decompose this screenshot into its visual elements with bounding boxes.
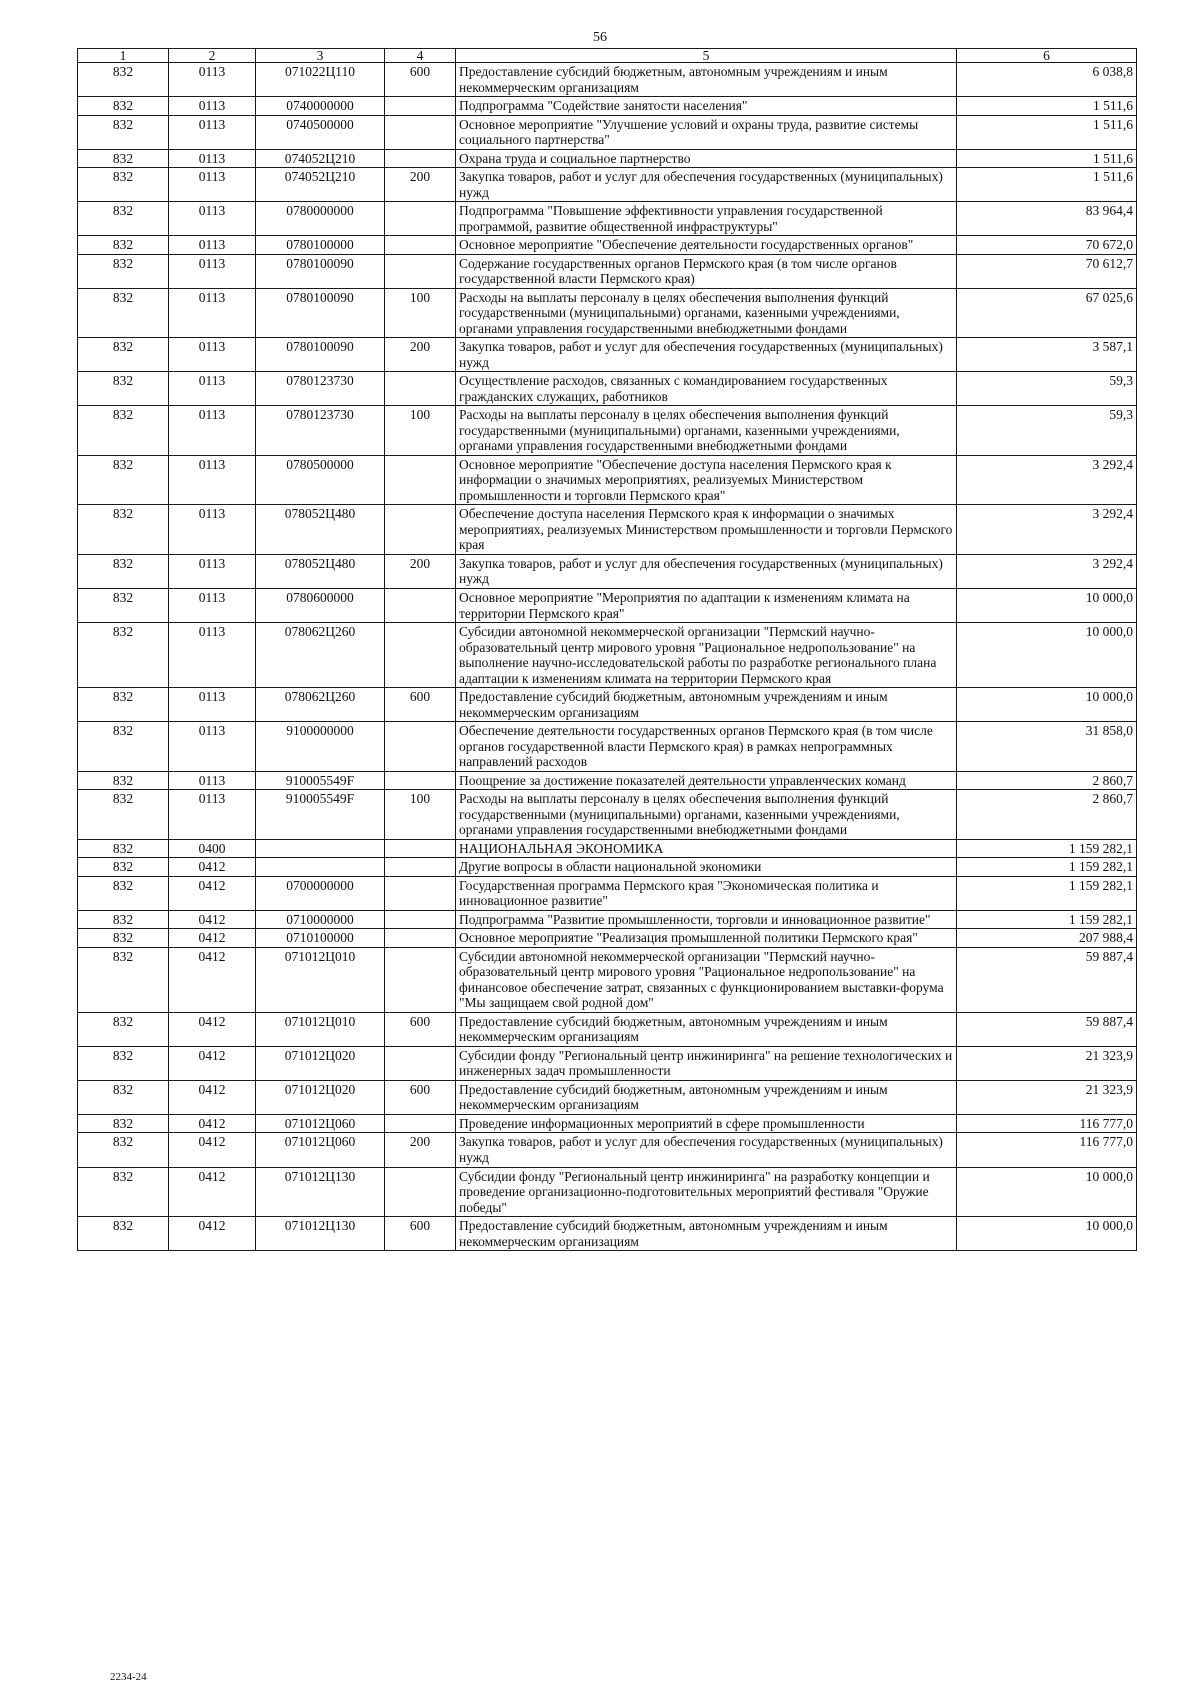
section-code-cell: 0113 — [169, 688, 256, 722]
amount-cell: 10 000,0 — [957, 1167, 1137, 1217]
description-cell: Закупка товаров, работ и услуг для обеспечения государственных (муниципальных) нужд — [456, 338, 957, 372]
description-cell: Закупка товаров, работ и услуг для обеспечения государственных (муниципальных) нужд — [456, 554, 957, 588]
description-cell: Предоставление субсидий бюджетным, автономным учреждениям и иным некоммерческим организациям — [456, 1080, 957, 1114]
ministry-code-cell: 832 — [78, 1217, 169, 1251]
target-article-cell: 910005549F — [256, 771, 385, 790]
description-cell: Основное мероприятие "Обеспечение деятельности государственных органов" — [456, 236, 957, 255]
description-cell: Предоставление субсидий бюджетным, автономным учреждениям и иным некоммерческим организациям — [456, 63, 957, 97]
description-cell: Основное мероприятие "Обеспечение доступа населения Пермского края к информации о значимых мероприятиях, реализуемых Министерством промышленности и торговли Пермского края" — [456, 455, 957, 505]
table-row — [78, 1012, 1137, 1046]
expense-type-cell — [385, 236, 456, 255]
table-row — [78, 910, 1137, 929]
table-row — [78, 790, 1137, 840]
section-code-cell: 0113 — [169, 588, 256, 622]
amount-cell: 1 159 282,1 — [957, 858, 1137, 877]
target-article-cell: 074052Ц210 — [256, 168, 385, 202]
target-article-cell: 071022Ц110 — [256, 63, 385, 97]
expense-type-cell: 600 — [385, 688, 456, 722]
table-row — [78, 63, 1137, 97]
table-body — [78, 63, 1137, 1251]
table-row — [78, 97, 1137, 116]
target-article-cell: 0710100000 — [256, 929, 385, 948]
expense-type-cell: 200 — [385, 554, 456, 588]
amount-cell: 1 511,6 — [957, 149, 1137, 168]
expense-type-cell — [385, 1114, 456, 1133]
section-code-cell: 0113 — [169, 455, 256, 505]
section-code-cell: 0113 — [169, 115, 256, 149]
target-article-cell: 078052Ц480 — [256, 505, 385, 555]
ministry-code-cell: 832 — [78, 623, 169, 688]
section-code-cell: 0412 — [169, 929, 256, 948]
ministry-code-cell: 832 — [78, 910, 169, 929]
description-cell: Предоставление субсидий бюджетным, автономным учреждениям и иным некоммерческим организациям — [456, 1217, 957, 1251]
expense-type-cell — [385, 876, 456, 910]
table-row — [78, 1114, 1137, 1133]
target-article-cell: 074052Ц210 — [256, 149, 385, 168]
expense-type-cell: 600 — [385, 1080, 456, 1114]
section-code-cell: 0400 — [169, 839, 256, 858]
page-number: 56 — [593, 30, 607, 45]
target-article-cell: 0740000000 — [256, 97, 385, 116]
section-code-cell: 0113 — [169, 288, 256, 338]
ministry-code-cell: 832 — [78, 771, 169, 790]
expense-type-cell — [385, 505, 456, 555]
target-article-cell: 0780000000 — [256, 202, 385, 236]
ministry-code-cell: 832 — [78, 1133, 169, 1167]
target-article-cell: 071012Ц010 — [256, 947, 385, 1012]
amount-cell: 207 988,4 — [957, 929, 1137, 948]
target-article-cell: 0780100000 — [256, 236, 385, 255]
description-cell: Основное мероприятие "Реализация промышленной политики Пермского края" — [456, 929, 957, 948]
table-row — [78, 168, 1137, 202]
ministry-code-cell: 832 — [78, 254, 169, 288]
description-cell: Проведение информационных мероприятий в сфере промышленности — [456, 1114, 957, 1133]
amount-cell: 10 000,0 — [957, 688, 1137, 722]
section-code-cell: 0113 — [169, 338, 256, 372]
description-cell: Обеспечение доступа населения Пермского края к информации о значимых мероприятиях, реализуемых Министерством промышленности и торговли Пермского края — [456, 505, 957, 555]
amount-cell: 3 292,4 — [957, 554, 1137, 588]
section-code-cell: 0113 — [169, 406, 256, 456]
description-cell: Закупка товаров, работ и услуг для обеспечения государственных (муниципальных) нужд — [456, 168, 957, 202]
table-row — [78, 406, 1137, 456]
section-code-cell: 0113 — [169, 372, 256, 406]
section-code-cell: 0113 — [169, 790, 256, 840]
table-row — [78, 554, 1137, 588]
amount-cell: 59,3 — [957, 372, 1137, 406]
target-article-cell: 0780500000 — [256, 455, 385, 505]
amount-cell: 6 038,8 — [957, 63, 1137, 97]
amount-cell: 21 323,9 — [957, 1046, 1137, 1080]
amount-cell: 70 612,7 — [957, 254, 1137, 288]
target-article-cell: 078062Ц260 — [256, 623, 385, 688]
expense-type-cell: 100 — [385, 790, 456, 840]
description-cell: Охрана труда и социальное партнерство — [456, 149, 957, 168]
section-code-cell: 0412 — [169, 1167, 256, 1217]
description-cell: Субсидии автономной некоммерческой организации "Пермский научно-образовательный центр мирового уровня "Рациональное недропользование" на выполнение научно-исследовательской работы по разработке регионального плана адаптации к изменениям климата на территории Пермского края — [456, 623, 957, 688]
ministry-code-cell: 832 — [78, 588, 169, 622]
amount-cell: 116 777,0 — [957, 1114, 1137, 1133]
document-code: 2234-24 — [110, 1671, 147, 1683]
header-cell: 2 — [169, 49, 256, 63]
expense-type-cell — [385, 858, 456, 877]
section-code-cell: 0113 — [169, 168, 256, 202]
target-article-cell: 071012Ц130 — [256, 1167, 385, 1217]
section-code-cell: 0412 — [169, 1217, 256, 1251]
expense-type-cell: 200 — [385, 168, 456, 202]
budget-table — [77, 48, 1137, 1251]
ministry-code-cell: 832 — [78, 455, 169, 505]
target-article-cell: 071012Ц060 — [256, 1114, 385, 1133]
expense-type-cell — [385, 149, 456, 168]
table-row — [78, 1046, 1137, 1080]
ministry-code-cell: 832 — [78, 236, 169, 255]
description-cell: Поощрение за достижение показателей деятельности управленческих команд — [456, 771, 957, 790]
amount-cell: 1 159 282,1 — [957, 839, 1137, 858]
ministry-code-cell: 832 — [78, 149, 169, 168]
section-code-cell: 0113 — [169, 236, 256, 255]
ministry-code-cell: 832 — [78, 372, 169, 406]
description-cell: Расходы на выплаты персоналу в целях обеспечения выполнения функций государственными (муниципальными) органами, казенными учреждениями, органами управления государственными внебюджетными фондами — [456, 406, 957, 456]
description-cell: Субсидии фонду "Региональный центр инжиниринга" на разработку концепции и проведение организационно-подготовительных мероприятий фестиваля "Оружие победы" — [456, 1167, 957, 1217]
target-article-cell: 078052Ц480 — [256, 554, 385, 588]
target-article-cell: 071012Ц130 — [256, 1217, 385, 1251]
target-article-cell — [256, 839, 385, 858]
target-article-cell: 0700000000 — [256, 876, 385, 910]
amount-cell: 59 887,4 — [957, 1012, 1137, 1046]
expense-type-cell — [385, 455, 456, 505]
table-row — [78, 202, 1137, 236]
ministry-code-cell: 832 — [78, 839, 169, 858]
expense-type-cell — [385, 254, 456, 288]
table-row — [78, 1133, 1137, 1167]
expense-type-cell — [385, 97, 456, 116]
ministry-code-cell: 832 — [78, 338, 169, 372]
ministry-code-cell: 832 — [78, 202, 169, 236]
amount-cell: 3 292,4 — [957, 505, 1137, 555]
target-article-cell: 0780123730 — [256, 372, 385, 406]
header-row — [78, 49, 1137, 63]
amount-cell: 10 000,0 — [957, 1217, 1137, 1251]
amount-cell: 10 000,0 — [957, 623, 1137, 688]
section-code-cell: 0113 — [169, 254, 256, 288]
table-row — [78, 288, 1137, 338]
section-code-cell: 0113 — [169, 97, 256, 116]
table-row — [78, 929, 1137, 948]
table-row — [78, 372, 1137, 406]
description-cell: Подпрограмма "Содействие занятости населения" — [456, 97, 957, 116]
description-cell: Расходы на выплаты персоналу в целях обеспечения выполнения функций государственными (муниципальными) органами, казенными учреждениями, органами управления государственными внебюджетными фондами — [456, 288, 957, 338]
target-article-cell: 071012Ц020 — [256, 1046, 385, 1080]
ministry-code-cell: 832 — [78, 97, 169, 116]
section-code-cell: 0113 — [169, 63, 256, 97]
expense-type-cell: 100 — [385, 288, 456, 338]
description-cell: Закупка товаров, работ и услуг для обеспечения государственных (муниципальных) нужд — [456, 1133, 957, 1167]
section-code-cell: 0412 — [169, 858, 256, 877]
section-code-cell: 0412 — [169, 1012, 256, 1046]
table-row — [78, 1217, 1137, 1251]
target-article-cell: 910005549F — [256, 790, 385, 840]
ministry-code-cell: 832 — [78, 722, 169, 772]
ministry-code-cell: 832 — [78, 947, 169, 1012]
ministry-code-cell: 832 — [78, 505, 169, 555]
ministry-code-cell: 832 — [78, 288, 169, 338]
target-article-cell: 0740500000 — [256, 115, 385, 149]
description-cell: НАЦИОНАЛЬНАЯ ЭКОНОМИКА — [456, 839, 957, 858]
table-row — [78, 1080, 1137, 1114]
amount-cell: 3 292,4 — [957, 455, 1137, 505]
header-cell: 3 — [256, 49, 385, 63]
table-row — [78, 1167, 1137, 1217]
amount-cell: 1 159 282,1 — [957, 876, 1137, 910]
table-row — [78, 455, 1137, 505]
amount-cell: 1 511,6 — [957, 97, 1137, 116]
amount-cell: 10 000,0 — [957, 588, 1137, 622]
ministry-code-cell: 832 — [78, 63, 169, 97]
description-cell: Обеспечение деятельности государственных органов Пермского края (в том числе органов государственной власти Пермского края) в рамках непрограммных направлений расходов — [456, 722, 957, 772]
expense-type-cell — [385, 623, 456, 688]
description-cell: Содержание государственных органов Пермского края (в том числе органов государственной власти Пермского края) — [456, 254, 957, 288]
ministry-code-cell: 832 — [78, 876, 169, 910]
expense-type-cell — [385, 839, 456, 858]
amount-cell: 1 159 282,1 — [957, 910, 1137, 929]
description-cell: Основное мероприятие "Улучшение условий и охраны труда, развитие системы социального партнерства" — [456, 115, 957, 149]
section-code-cell: 0113 — [169, 623, 256, 688]
expense-type-cell — [385, 1167, 456, 1217]
ministry-code-cell: 832 — [78, 858, 169, 877]
section-code-cell: 0412 — [169, 1046, 256, 1080]
description-cell: Государственная программа Пермского края "Экономическая политика и инновационное развитие" — [456, 876, 957, 910]
table-row — [78, 149, 1137, 168]
description-cell: Предоставление субсидий бюджетным, автономным учреждениям и иным некоммерческим организациям — [456, 688, 957, 722]
expense-type-cell — [385, 372, 456, 406]
table-row — [78, 722, 1137, 772]
table-row — [78, 858, 1137, 877]
section-code-cell: 0113 — [169, 505, 256, 555]
target-article-cell: 0780100090 — [256, 288, 385, 338]
ministry-code-cell: 832 — [78, 1167, 169, 1217]
table-row — [78, 947, 1137, 1012]
section-code-cell: 0113 — [169, 149, 256, 168]
expense-type-cell — [385, 722, 456, 772]
expense-type-cell — [385, 115, 456, 149]
header-cell: 1 — [78, 49, 169, 63]
section-code-cell: 0113 — [169, 722, 256, 772]
header-cell: 6 — [957, 49, 1137, 63]
ministry-code-cell: 832 — [78, 168, 169, 202]
ministry-code-cell: 832 — [78, 929, 169, 948]
table-row — [78, 338, 1137, 372]
amount-cell: 21 323,9 — [957, 1080, 1137, 1114]
table-row — [78, 115, 1137, 149]
amount-cell: 59 887,4 — [957, 947, 1137, 1012]
expense-type-cell: 200 — [385, 338, 456, 372]
table-row — [78, 771, 1137, 790]
amount-cell: 67 025,6 — [957, 288, 1137, 338]
table-row — [78, 236, 1137, 255]
ministry-code-cell: 832 — [78, 790, 169, 840]
amount-cell: 31 858,0 — [957, 722, 1137, 772]
target-article-cell: 0710000000 — [256, 910, 385, 929]
description-cell: Субсидии автономной некоммерческой организации "Пермский научно-образовательный центр мирового уровня "Рациональное недропользование" на финансовое обеспечение затрат, связанных с функционированием выставки-форума "Мы защищаем свой родной дом" — [456, 947, 957, 1012]
section-code-cell: 0412 — [169, 947, 256, 1012]
amount-cell: 1 511,6 — [957, 115, 1137, 149]
target-article-cell: 071012Ц010 — [256, 1012, 385, 1046]
header-cell: 4 — [385, 49, 456, 63]
expense-type-cell — [385, 910, 456, 929]
ministry-code-cell: 832 — [78, 1046, 169, 1080]
section-code-cell: 0113 — [169, 202, 256, 236]
target-article-cell: 9100000000 — [256, 722, 385, 772]
target-article-cell: 0780100090 — [256, 254, 385, 288]
description-cell: Подпрограмма "Повышение эффективности управления государственной программой, развитие общественной инфраструктуры" — [456, 202, 957, 236]
expense-type-cell — [385, 929, 456, 948]
section-code-cell: 0412 — [169, 1114, 256, 1133]
table-row — [78, 839, 1137, 858]
amount-cell: 70 672,0 — [957, 236, 1137, 255]
amount-cell: 59,3 — [957, 406, 1137, 456]
amount-cell: 1 511,6 — [957, 168, 1137, 202]
ministry-code-cell: 832 — [78, 115, 169, 149]
ministry-code-cell: 832 — [78, 1114, 169, 1133]
description-cell: Субсидии фонду "Региональный центр инжиниринга" на решение технологических и инженерных задач промышленности — [456, 1046, 957, 1080]
ministry-code-cell: 832 — [78, 406, 169, 456]
expense-type-cell: 600 — [385, 1217, 456, 1251]
amount-cell: 83 964,4 — [957, 202, 1137, 236]
section-code-cell: 0113 — [169, 771, 256, 790]
description-cell: Основное мероприятие "Мероприятия по адаптации к изменениям климата на территории Пермского края" — [456, 588, 957, 622]
description-cell: Подпрограмма "Развитие промышленности, торговли и инновационное развитие" — [456, 910, 957, 929]
expense-type-cell: 600 — [385, 63, 456, 97]
expense-type-cell — [385, 202, 456, 236]
target-article-cell — [256, 858, 385, 877]
table-row — [78, 623, 1137, 688]
table-row — [78, 254, 1137, 288]
section-code-cell: 0412 — [169, 1133, 256, 1167]
section-code-cell: 0412 — [169, 876, 256, 910]
amount-cell: 116 777,0 — [957, 1133, 1137, 1167]
expense-type-cell: 200 — [385, 1133, 456, 1167]
expense-type-cell — [385, 588, 456, 622]
table-row — [78, 876, 1137, 910]
description-cell: Расходы на выплаты персоналу в целях обеспечения выполнения функций государственными (муниципальными) органами, казенными учреждениями, органами управления государственными внебюджетными фондами — [456, 790, 957, 840]
table-row — [78, 688, 1137, 722]
expense-type-cell — [385, 947, 456, 1012]
target-article-cell: 078062Ц260 — [256, 688, 385, 722]
expense-type-cell — [385, 1046, 456, 1080]
expense-type-cell: 600 — [385, 1012, 456, 1046]
description-cell: Предоставление субсидий бюджетным, автономным учреждениям и иным некоммерческим организациям — [456, 1012, 957, 1046]
amount-cell: 2 860,7 — [957, 771, 1137, 790]
ministry-code-cell: 832 — [78, 1012, 169, 1046]
expense-type-cell — [385, 771, 456, 790]
section-code-cell: 0412 — [169, 910, 256, 929]
target-article-cell: 071012Ц060 — [256, 1133, 385, 1167]
target-article-cell: 071012Ц020 — [256, 1080, 385, 1114]
description-cell: Осуществление расходов, связанных с командированием государственных гражданских служащих, работников — [456, 372, 957, 406]
amount-cell: 2 860,7 — [957, 790, 1137, 840]
section-code-cell: 0412 — [169, 1080, 256, 1114]
table-row — [78, 588, 1137, 622]
ministry-code-cell: 832 — [78, 688, 169, 722]
table-row — [78, 505, 1137, 555]
description-cell: Другие вопросы в области национальной экономики — [456, 858, 957, 877]
target-article-cell: 0780123730 — [256, 406, 385, 456]
target-article-cell: 0780100090 — [256, 338, 385, 372]
section-code-cell: 0113 — [169, 554, 256, 588]
ministry-code-cell: 832 — [78, 1080, 169, 1114]
ministry-code-cell: 832 — [78, 554, 169, 588]
target-article-cell: 0780600000 — [256, 588, 385, 622]
header-cell: 5 — [456, 49, 957, 63]
amount-cell: 3 587,1 — [957, 338, 1137, 372]
expense-type-cell: 100 — [385, 406, 456, 456]
